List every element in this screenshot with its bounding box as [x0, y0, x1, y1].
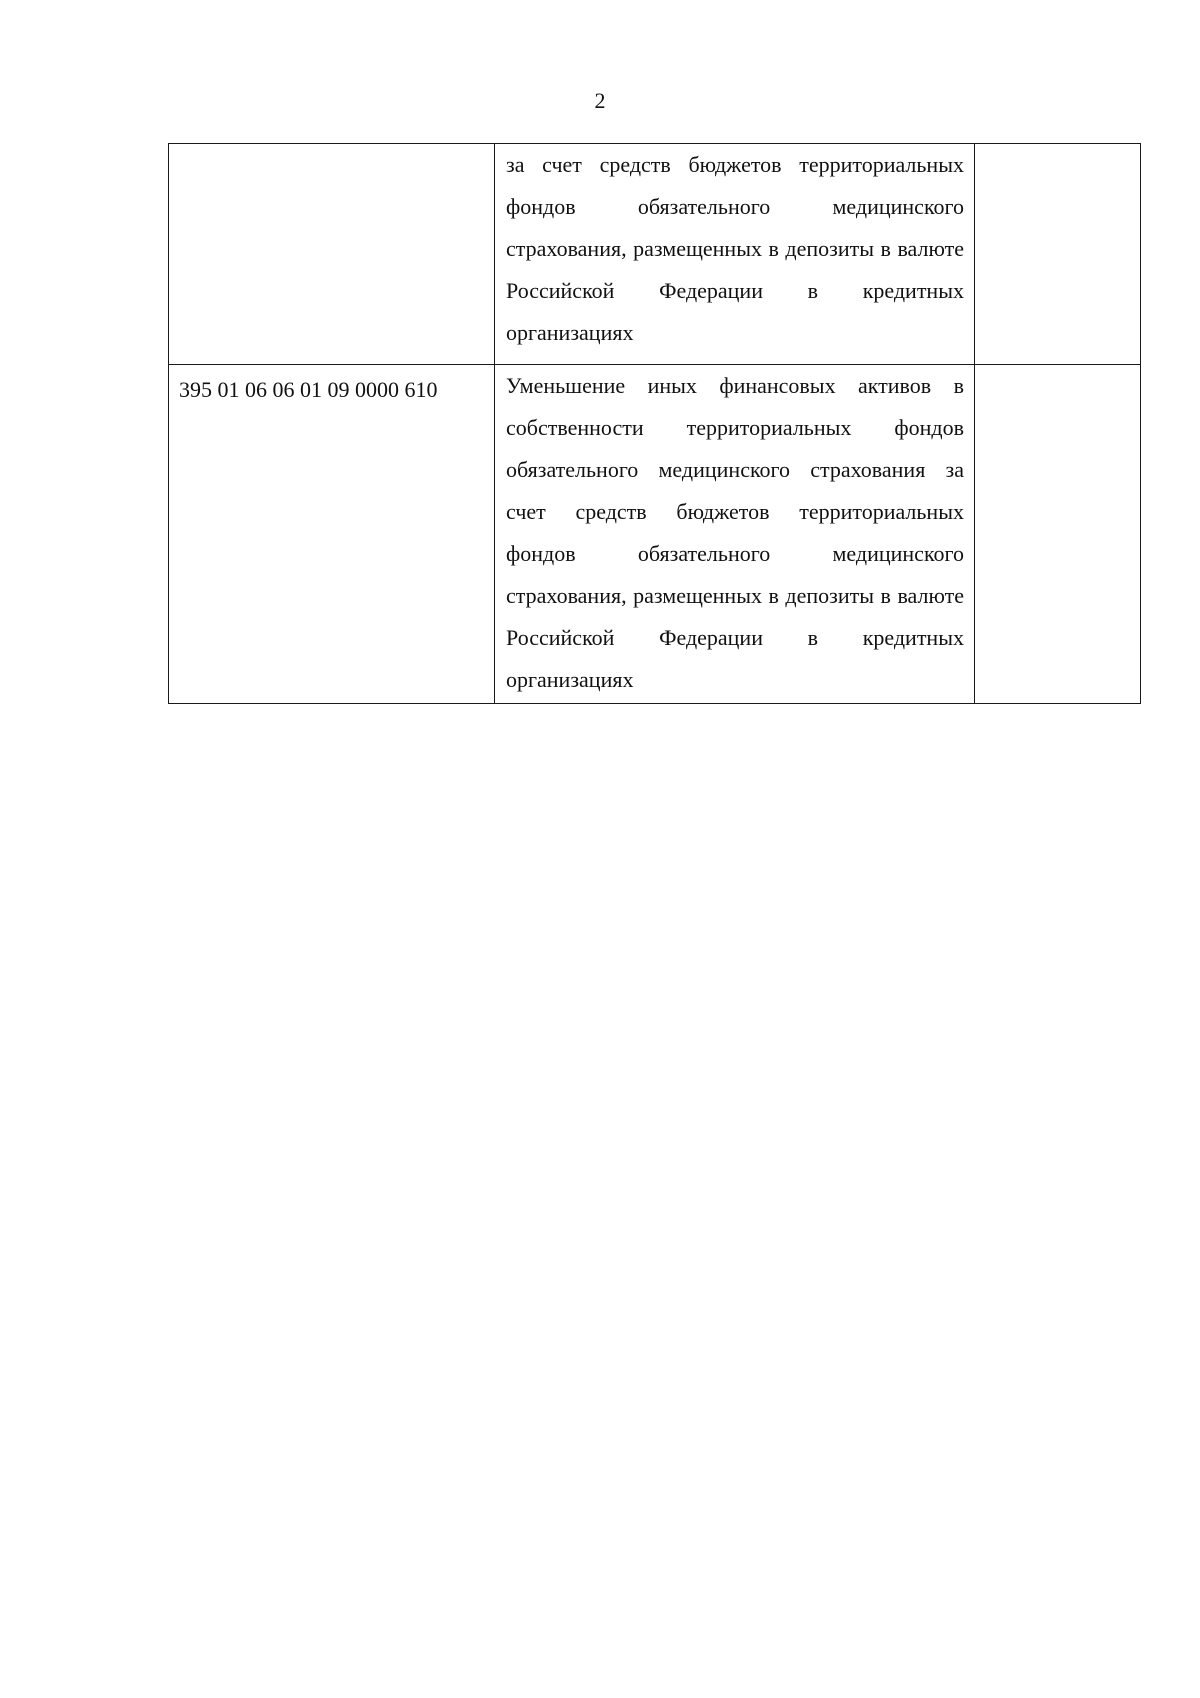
name-cell: Уменьшение иных финансовых активов в собственности территориальных фондов обязательного медицинского страхования за счет средств бюджетов территориальных фондов обязательного медицинского страхования, размещенных в депозиты в валюте Российской Федерации в кредитных организациях: [495, 365, 975, 704]
table-row: [169, 144, 1141, 365]
code-cell: [169, 144, 495, 365]
code-cell: 395 01 06 06 01 09 0000 610: [169, 365, 495, 704]
budget-classification-table: [168, 143, 1141, 704]
amount-cell: [975, 365, 1141, 704]
page-number: 2: [594, 88, 606, 113]
amount-cell: [975, 144, 1141, 365]
table-row: [169, 365, 1141, 704]
name-cell: за счет средств бюджетов территориальных фондов обязательного медицинского страхования, размещенных в депозиты в валюте Российской Федерации в кредитных организациях: [495, 144, 975, 365]
